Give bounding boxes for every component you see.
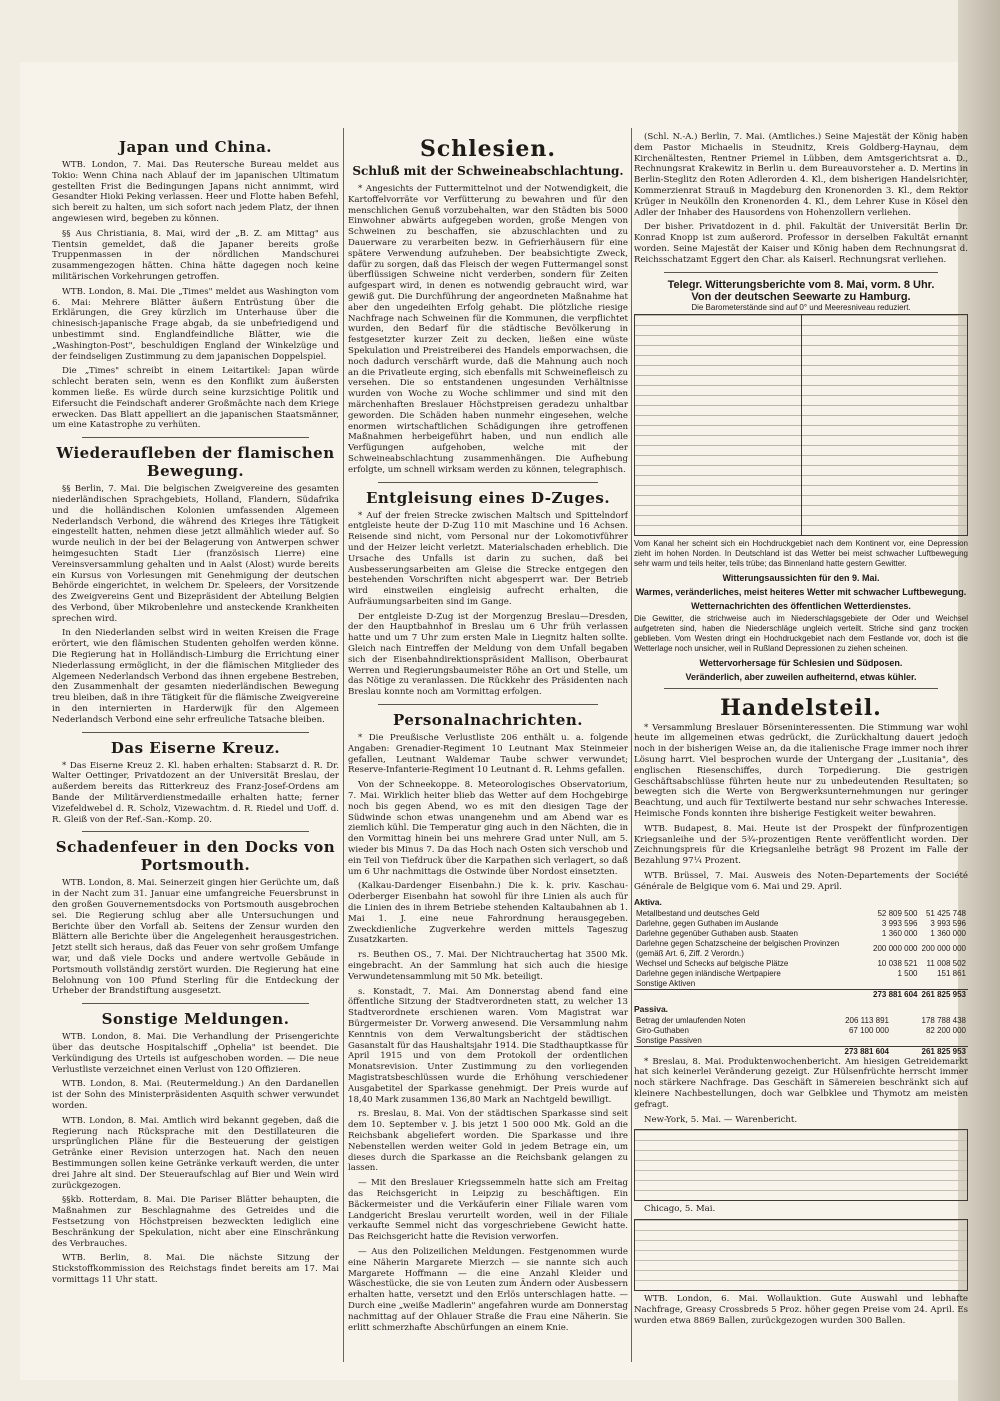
- ledger-value: [814, 1036, 891, 1047]
- paragraph: §§ Aus Christiania, 8. Mai, wird der „B. Z. am Mittag" aus Tientsin gemeldet, daß die Japaner bereits große Truppenmassen in der nördlichen Mandschurei zusammengezogen hätten. China hätte dagegen noch keine militärischen Vorkehrungen getroffen.: [52, 228, 339, 282]
- ledger-label: Darlehne gegen inländische Wertpapiere: [636, 968, 781, 978]
- divider: [378, 704, 598, 705]
- ledger-value: 51 425 748: [925, 908, 966, 918]
- ledger-row: [634, 939, 968, 959]
- paragraph: — Aus den Polizeilichen Meldungen. Festgenommen wurde eine Näherin Margarete Mierzch — sie nannte sich auch Margarete Hoffmann — die eine Anzahl Kleider und Wäschestücke, die sie von Leuten zum Ändern oder Ausbessern erhalten hatte, versetzt und den Erlös unterschlagen hatte. — Durch eine „weiße Madlerin" angefahren wurde am Donnerstag nachmittag auf der Ohlauer Straße die Frau eine Näherin. Sie erlitt schmerzhafte Abschürfungen an einem Knie.: [348, 1246, 628, 1333]
- ledger-total: 261 825 953: [921, 989, 966, 999]
- market-table: [634, 1129, 968, 1201]
- column-rule: [631, 128, 632, 1362]
- column-rule: [343, 128, 344, 1362]
- divider: [664, 688, 938, 689]
- ledger-heading: Passiva.: [634, 1003, 669, 1014]
- paragraph: (Kalkau-Dardenger Eisenbahn.) Die k. k. priv. Kaschau-Oderberger Eisenbahn hat sowohl für ihre Linien als auch für die Linien des in ihrem Betriebe stehenden Kaltaubahnen ab 1. Mai 1. J. eine neue Fahrordnung herausgegeben. Zweckdienliche Zugverkehre werden mittels Tageszug Zusatzkarten.: [348, 881, 628, 946]
- ledger-total: [634, 1046, 814, 1057]
- ledger-row: [634, 969, 968, 979]
- ledger-total-row: [634, 989, 968, 1000]
- column-3: [634, 132, 968, 1362]
- weather-report-title: Telegr. Witterungsberichte vom 8. Mai, vorm. 8 Uhr.: [667, 278, 935, 291]
- column-1: [52, 132, 339, 1362]
- ledger-row: [634, 929, 968, 939]
- ledger-label: Giro-Guthaben: [636, 1025, 689, 1035]
- headline-iron-cross: Das Eiserne Kreuz.: [110, 738, 281, 757]
- forecast-text: Veränderlich, aber zuweilen aufheiternd, etwas kühler.: [685, 671, 917, 682]
- ledger-label: Metallbestand und deutsches Geld: [636, 908, 760, 918]
- paragraph: Chicago, 5. Mai.: [644, 1204, 716, 1215]
- headline-personal-news: Personalnachrichten.: [393, 711, 583, 730]
- section-title-handelsteil: Handelsteil.: [720, 694, 882, 721]
- divider: [82, 437, 309, 438]
- paragraph: In den Niederlanden selbst wird in weiten Kreisen die Frage erörtert, wie den flämischen Studenten geholfen werden könne. Die Regierung hat in Holländisch-Limburg die Errichtung einer Niederlassung ermöglicht, in der die flämischen Mitglieder des Algemeen Nederlandsch Verbond das ihnen ergebene Bestreben, den Zusammenhalt der gesamten niederländischen Bewegung treu bleiben, daß in ihre Tätigkeit für die flämische Zweigvereine in den internierten in Harderwijk für den Algemeen Nederlandsch Verbond eine sehr erfreuliche Tatsache bleiben.: [52, 628, 339, 725]
- column-2: [348, 132, 628, 1362]
- ledger-label: Sonstige Passiven: [636, 1035, 702, 1045]
- paragraph: WTB. Budapest, 8. Mai. Heute ist der Prospekt der fünfprozentigen Kriegsanleihe und der 5¾-prozentigen Rente veröffentlicht worden. Der Zeichnungspreis für die Kriegsanleihe beträgt 98 Prozent im Falle der Bezahlung 97¼ Prozent.: [634, 823, 968, 867]
- newspaper-page: [20, 62, 968, 1380]
- headline-other-reports: Sonstige Meldungen.: [101, 1010, 290, 1029]
- paragraph: Von der Schneekoppe. 8. Meteorologisches Observatorium, 7. Mai. Wirklich heiter blieb das Wetter auf dem Hochgebirge noch bis gegen Abend, wo es mit den diesigen Tage der Südwinde schon etwas unangenehm und am Abend war es ziemlich kühl. Die Temperatur ging auch in den Nächten, die in den Vormittag hinein bei uns mehrere Grad unter Null, am 5. wieder bis Minus 7. Da das Hoch nach Osten sich verschob und ein Teil von Tiefdruck über die Karpathen sich verlagert, so daß um 6 Uhr nachmittags die Ostwinde über Nordost einsetzten.: [348, 780, 628, 877]
- ledger-heading: Aktiva.: [634, 896, 662, 907]
- headline-portsmouth-fire: Schadenfeuer in den Docks von Portsmouth.: [55, 838, 336, 875]
- paragraph: WTB. London, 8. Mai. Die Verhandlung der Prisengerichte über das deutsche Hospitalschiff „Ophelia" ist beendet. Die Verkündigung des Urteils ist aufgeschoben worden. — Die neue Verlustliste verzeichnet einen Verlust von 120 Offizieren.: [52, 1032, 339, 1075]
- ledger-table: [634, 909, 968, 1000]
- paragraph: WTB. London, 8. Mai. Seinerzeit gingen hier Gerüchte um, daß in der Nacht zum 31. Januar eine umfangreiche Feuersbrunst in den großen Gouvernementsdocks von Portsmouth ausgebrochen sei. Die Regierung schlug aber alle Untersuchungen und Berichte über den Vorfall ab. Seitens der Zensur wurden den Blättern alle Berichte über die Angelegenheit herausgestrichen. Jetzt stellt sich heraus, daß das Feuer von sehr großem Umfange war, und daß viele Docks und andere wertvolle Gebäude in Portsmouth vollständig zerstört wurden. Die Regierung hat eine Belohnung von 100 Pfund Sterling für die Entdeckung der Urheber der Brandstiftung ausgesetzt.: [52, 878, 339, 997]
- ledger-label: Darlehne gegen Schatzscheine der belgischen Provinzen (gemäß Art. 6, Ziff. 2 Verordn.): [636, 938, 840, 958]
- ledger-total: 273 881 604: [814, 1046, 891, 1057]
- ledger-label: Darlehne, gegen Guthaben im Auslande: [636, 918, 779, 928]
- ledger-row: [634, 919, 968, 929]
- ledger-label: Wechsel und Schecks auf belgische Plätze: [636, 958, 789, 968]
- paragraph: s. Konstadt, 7. Mai. Am Donnerstag abend fand eine öffentliche Sitzung der Stadtverordneten statt, zu welcher 13 Stadtverordnete erschienen waren. Vom Magistrat war Bürgermeister Dr. Vorwerg anwesend. Die Versammlung nahm Kenntnis von dem Verwaltungsbericht der städtischen Gasanstalt für das Haushaltsjahr 1914. Die Stadthauptkasse für April 1915 und von dem Protokoll der ordentlichen Monatsrevision. Unter Zustimmung zu den vorliegenden Magistratsbeschlüssen wurde die Erhöhung verschiedener Ausgabetitel der Sparkasse genehmigt. Der Preis wurde auf 18,40 Mark zusammen 136,80 Mark an Nachtgeld bewilligt.: [348, 986, 628, 1105]
- divider: [82, 732, 309, 733]
- ledger-row: [634, 1016, 968, 1026]
- weather-outlook-heading: Witterungsaussichten für den 9. Mai.: [722, 572, 880, 583]
- ledger-value: 200 000 000: [873, 943, 918, 953]
- paragraph: * Versammlung Breslauer Börseninteressenten. Die Stimmung war wohl heute im allgemeinen etwas gedrückt, die Zurückhaltung dauert jedoch noch in der bisherigen Weise an, da die italienische Frage immer noch ihrer Lösung harrt. Viel besprochen wurde der Untergang der „Lusitania", des englischen Riesenschiffes, durch Torpedierung. Die gestrigen Geschäftsabschlüsse führten heute nur zu unbedeutenden Resultaten; so bewegten sich die Werte von Bergwerksunternehmungen nur geringer Beachtung, und auch für Textilwerte bestand nur sehr schwaches Interesse. Heimische Fonds konnten ihre bisherige Festigkeit weiter bewahren.: [634, 722, 968, 819]
- section-title-schlesien: Schlesien.: [419, 136, 557, 162]
- paragraph: (Schl. N.-A.) Berlin, 7. Mai. (Amtliches.) Seine Majestät der König haben dem Pastor Michaelis in Steudnitz, Kreis Goldberg-Haynau, dem Kirchenältesten, Rentner Priemel in Lübben, dem Amtsgerichtsrat a. D., Rechnungsrat Krakewitz in Berlin u. dem Bureauvorsteher a. D. Mertins in Berlin-Steglitz den Roten Adlerorden 4. Kl., dem bisherigen Handelsrichter, Kommerzienrat Strauß in Magdeburg den Kronenorden 3. Kl., dem Rektor Krüger in Neukölln den Kronenorden 4. Kl., dem Lehrer Kuse in Kösel den Adler der Inhaber des Hausordens von Hohenzollern verliehen.: [634, 132, 968, 218]
- paragraph: WTB. London, 7. Mai. Das Reutersche Bureau meldet aus Tokio: Wenn China nach Ablauf der im japanischen Ultimatum gestellten Frist die Bedingungen Japans nicht annimmt, wird Gesandter Hioki Peking verlassen. Heer und Flotte haben Befehl, sich bereit zu halten, um sich sofort nach jedem Platz, der ihnen angewiesen wird, begeben zu können.: [52, 160, 339, 224]
- headline-derailment: Entgleisung eines D-Zuges.: [365, 488, 611, 507]
- ledger-value: 52 809 500: [877, 908, 918, 918]
- divider: [664, 272, 938, 273]
- ledger-total-row: [634, 1046, 968, 1057]
- ledger-value: 3 993 596: [881, 918, 918, 928]
- ledger-row: [634, 959, 968, 969]
- weather-text: Vom Kanal her scheint sich ein Hochdruckgebiet nach dem Kontinent vor, eine Depression zieht im hohen Norden. In Deutschland ist das Wetter bei meist schwacher Luftbewegung sehr warm und teils heiter, teils trübe; das Binnenland hatte gestern Gewitter.: [634, 538, 968, 568]
- ledger-value: 151 861: [937, 968, 966, 978]
- weather-service-heading: Wetternachrichten des öffentlichen Wetterdienstes.: [691, 600, 911, 611]
- headline-japan-china: Japan und China.: [118, 138, 273, 156]
- paragraph: — Mit den Breslauer Kriegssemmeln hatte sich am Freitag das Reichsgericht in Leipzig zu beschäftigen. Ein Bäckermeister und die Verkäuferin einer Filiale waren vom Landgericht Breslau verurteilt worden, weil in der Filiale verkaufte Semmel nicht das vorgeschriebene Gewicht hatte. Das Reichsgericht hatte die Revision verworfen.: [348, 1178, 628, 1243]
- ledger-value: 10 038 521: [877, 958, 918, 968]
- weather-table: [634, 314, 968, 536]
- ledger-value: [891, 1036, 968, 1047]
- forecast-heading: Wettervorhersage für Schlesien und Südposen.: [699, 657, 903, 668]
- paragraph: * Auf der freien Strecke zwischen Maltsch und Spittelndorf entgleiste heute der D-Zug 110 mit Maschine und 16 Achsen. Reisende sind nicht, vom Personal nur der Lokomotivführer und der Heizer leicht verletzt. Materialschaden erheblich. Die Ursache des Unfalls ist darin zu suchen, daß bei Ausbesserungsarbeiten am Gleise die Strecke entgegen den bestehenden Vorschriften nicht abgesperrt war. Der Betrieb wird einstweilen eingleisig aufrecht erhalten, die Aufräumungsarbeiten sind im Gange.: [348, 510, 628, 607]
- ledger-total: 273 881 604: [873, 989, 918, 999]
- ledger-row: [634, 1036, 968, 1047]
- paragraph: * Breslau, 8. Mai. Produktenwochenbericht. Am hiesigen Getreidemarkt hat sich keinerlei Veränderung gezeigt. Zur Hülsenfrüchte herrscht immer noch stärkere Nachfrage. Das Geschäft in Sämereien beschränkt sich auf kleinere Nachbestellungen, doch war Gelbklee und Thymotz am meisten gefragt.: [634, 1056, 968, 1110]
- ledger-value: 200 000 000: [921, 943, 966, 953]
- paragraph: §§kb. Rotterdam, 8. Mai. Die Pariser Blätter behaupten, die Maßnahmen zur Beschlagnahme des Getreides und die Festsetzung von Höchstpreisen bezweckten lediglich eine Beschränkung der Spekulation, nicht aber eine Einschränkung des Verbrauches.: [52, 1195, 339, 1249]
- ledger-total: [634, 989, 871, 1000]
- paragraph: New-York, 5. Mai. — Warenbericht.: [644, 1114, 798, 1125]
- paragraph: WTB. London, 8. Mai. Die „Times" meldet aus Washington vom 6. Mai: Mehrere Blätter äußern Entrüstung über die Erklärungen, die Grey kürzlich im Unterhause über die chinesisch-japanische Frage abgab, da sie unbefriedigend und unbestimmt sind. Englandfeindliche Blätter, wie die „Washington-Post", beschuldigen England der Winkelzüge und der feindseligen Zustimmung zu dem japanischen Doppelspiel.: [52, 286, 339, 362]
- paragraph: WTB. Brüssel, 7. Mai. Ausweis des Noten-Departements der Société Générale de Belgique vom 6. Mai und 29. April.: [634, 870, 968, 892]
- paragraph: Der entgleiste D-Zug ist der Morgenzug Breslau—Dresden, der den Hauptbahnhof in Breslau um 6 Uhr früh verlassen hatte und um 7 Uhr zum ersten Male in Liegnitz halten sollte. Gleich nach Eintreffen der Meldung von dem Unfall begaben sich der Eisenbahndirektionspräsident Mallison, Oberbaurat Werren und Regierungsbaumeister Röhe an Ort und Stelle, um das Nötige zu veranlassen. Die Rückkehr des Präsidenten nach Breslau konnte noch am Vormittag erfolgen.: [348, 611, 628, 698]
- ledger-table: [634, 1016, 968, 1057]
- paragraph: WTB. Berlin, 8. Mai. Die nächste Sitzung der Stickstoffkommission des Reichstags findet bereits am 17. Mai vormittags 11 Uhr statt.: [52, 1253, 339, 1285]
- ledger-value: 178 788 438: [921, 1015, 966, 1025]
- ledger-value: 1 360 000: [881, 928, 918, 938]
- ledger-total: 261 825 953: [891, 1046, 968, 1057]
- divider: [378, 482, 598, 483]
- paragraph: WTB. London, 8. Mai. (Reutermeldung.) An den Dardanellen ist der Sohn des Ministerpräsidenten Asquith schwer verwundet worden.: [52, 1079, 339, 1111]
- ledger-label: Darlehne gegenüber Guthaben ausb. Staaten: [636, 928, 798, 938]
- paragraph: WTB. London, 8. Mai. Amtlich wird bekannt gegeben, daß die Regierung nach Rücksprache mit den Destillateuren die ursprünglichen Pläne für die Besteuerung der geistigen Getränke einer Revision unterzogen hat. Nach den neuen Bestimmungen sollen keine Getränke verkauft werden, die unter drei Jahre alt sind. Der Steueraufschlag auf Bier und Wein wird zurückgezogen.: [52, 1115, 339, 1191]
- paragraph: * Die Preußische Verlustliste 206 enthält u. a. folgende Angaben: Grenadier-Regiment 10 Leutnant Max Steinmeier gefallen, Leutnant Waldemar Taube schwer verwundet; Reserve-Infanterie-Regiment 10 Leutnant d. R. Lehms gefallen.: [348, 733, 628, 776]
- ledger-value: 1 360 000: [930, 928, 966, 938]
- paragraph: WTB. London, 6. Mai. Wollauktion. Gute Auswahl und lebhafte Nachfrage, Greasy Crossbreds 5 Proz. höher gegen Preise vom 24. April. Es wurden etwa 8869 Ballen, zurückgezogen wurden 300 Ballen.: [634, 1294, 968, 1326]
- ledger-value: 1 500: [897, 968, 918, 978]
- ledger-value: 206 113 891: [845, 1015, 889, 1025]
- paragraph: rs. Breslau, 8. Mai. Von der städtischen Sparkasse sind seit dem 10. September v. J. bis jetzt 1 500 000 Mk. Gold an die Reichsbank abgeliefert worden. Die Sparkasse und ihre Nebenstellen werden weiter Gold in jedem Betrage ein, um dieses durch die Sparkasse an die Reichsbank gelangen zu lassen.: [348, 1109, 628, 1174]
- divider: [82, 1003, 309, 1004]
- paragraph: Der bisher. Privatdozent in d. phil. Fakultät der Universität Berlin Dr. Konrad Knopp ist zum außerord. Professor in derselben Fakultät ernannt worden. Seine Majestät der Kaiser und König haben dem Rechnungsrat d. Reichsschatzamt Eggert den Char. als Kaiserl. Rechnungsrat verliehen.: [634, 222, 968, 265]
- paragraph: rs. Beuthen OS., 7. Mai. Der Nichtrauchertag hat 3500 Mk. eingebracht. An der Sammlung hat sich auch die hiesige Verwundetensammlung mit 50 Mk. beteiligt.: [348, 950, 628, 982]
- ledger-value: [920, 979, 969, 990]
- weather-report-subtitle: Von der deutschen Seewarte zu Hamburg.: [691, 290, 911, 303]
- ledger-value: 3 993 596: [930, 918, 966, 928]
- paragraph: * Angesichts der Futtermittelnot und der Notwendigkeit, die Kartoffelvorräte vor Verfütterung zu bewahren und für den menschlichen Genuß vorzubehalten, war den Städten bis 5000 Einwohner abwärts aufgegeben worden, große Mengen von Schweinen zu beschaffen, sie abzuschlachten und zu Dauerware zu verarbeiten bezw. in Gefrierhäusern für eine spätere Verwendung aufzuheben. Der beabsichtigte Zweck, dafür zu sorgen, daß das Fleisch der wegen Futtermangel sonst überflüssigen Schweine nicht verderben, sondern für Zeiten aufgespart wird, in denen es notwendig gebraucht wird, war gewiß gut. Die Durchführung der angeordneten Maßnahme hat aber den ungedeihten Erfolg gehabt. Die plötzliche riesige Nachfrage nach Schweinen für die Kommunen, die verpflichtet wurden, den Bedarf für die städtische Bevölkerung in festgesetzter kurzer Zeit zu decken, ließen eine wüste Spekulation und Preistreiberei des Handels emporwachsen, die noch dadurch verschärft wurde, daß die Mahnung auch noch an die Privatleute erging, sich ebenfalls mit Schweinefleisch zu versehen. Die so entstandenen ungesunden Verhältnisse wurden von Woche zu Woche schlimmer und sind mit den märchenhaften Breslauer Höchstpreisen geradezu unhaltbar geworden. Die Schäden haben nunmehr eingesehen, welche enormen wirtschaftlichen Schädigungen ihre getroffenen Maßnahmen herbeigeführt haben, und nun endlich alle Verfügungen aufgehoben, welche mit der Schweineabschlachtung zusammenhängen. Die Aufhebung erfolgte, um schnell wirksam werden zu können, telegraphisch.: [348, 184, 628, 475]
- divider: [82, 831, 309, 832]
- weather-outlook-text: Warmes, veränderliches, meist heiteres Wetter mit schwacher Luftbewegung.: [635, 586, 967, 597]
- ledger-value: 82 200 000: [925, 1025, 966, 1035]
- ledger-row: [634, 909, 968, 919]
- ledger-value: [871, 979, 920, 990]
- paragraph: §§ Berlin, 7. Mai. Die belgischen Zweigvereine des gesamten niederländischen Sprachgebiets, Holland, Flandern, Südafrika und die holländischen Kolonien umfassenden Algemeen Nederlandsch Verbond, die während des Krieges ihre Tätigkeit eingestellt hatten, nehmen diese jetzt allmählich wieder auf. So wurde neulich in der bei der Belagerung von Antwerpen schwer heimgesuchten Stadt Lier (französisch Lierre) eine Vereinsversammlung gehalten und in Aalst (Alost) wurde bereits ein Kursus von Vorlesungen mit Genehmigung der deutschen Behörde eingerichtet, in welchem Dr. Speleers, der Vorsitzende des Zweigvereins Gent und Bizepräsident der Abteilung Belgien des Verbond, über Mikrobenlehre und ansteckende Krankheiten sprechen wird.: [52, 484, 339, 624]
- headline-flamish-movement: Wiederaufleben der flamischen Bewegung.: [56, 444, 335, 481]
- ledger-row: [634, 1026, 968, 1036]
- ledger-row: [634, 979, 968, 990]
- ledger-value: 67 100 000: [848, 1025, 889, 1035]
- market-table: [634, 1219, 968, 1291]
- weather-report-note: Die Barometerstände sind auf 0° und Meeresniveau reduziert.: [691, 302, 911, 312]
- ledger-value: 11 008 502: [926, 958, 966, 968]
- ledger-label: Sonstige Aktiven: [636, 978, 696, 988]
- headline-pig-slaughter: Schluß mit der Schweineabschlachtung.: [352, 164, 624, 178]
- ledger-label: Betrag der umlaufenden Noten: [636, 1015, 746, 1025]
- paragraph: Die „Times" schreibt in einem Leitartikel: Japan würde schlecht beraten sein, wenn es den Konflikt zum äußersten kommen ließe. Es würde durch seine kurzsichtige Politik und Eifersucht die Feindschaft anderer Großmächte nach dem Kriege erwecken. Das Blatt appelliert an die japanischen Staatsmänner, um eine Katastrophe zu verhüten.: [52, 366, 339, 431]
- weather-text: Die Gewitter, die strichweise auch im Niederschlagsgebiete der Oder und Weichsel aufgetreten sind, haben die Niederschläge ungleich verteilt. Striche sind ganz trocken geblieben. Vom Westen dringt ein Hochdruckgebiet nach dem Festlande vor, doch ist die Wetterlage noch unsicher, weil in Rußland Depressionen zu ziehen scheinen.: [634, 613, 968, 653]
- paragraph: * Das Eiserne Kreuz 2. Kl. haben erhalten: Stabsarzt d. R. Dr. Walter Oettinger, Privatdozent an der Universität Breslau, der außerdem bereits das Ritterkreuz des Franz-Josef-Ordens am Bande der Militärverdienstmedaille erhalten hatte; ferner Vizefeldwebel d. R. Scholz, Vizewachtm. d. R. Riedel und Uoff. d. R. Gleiß von der Ref.-San.-Komp. 20.: [52, 760, 339, 825]
